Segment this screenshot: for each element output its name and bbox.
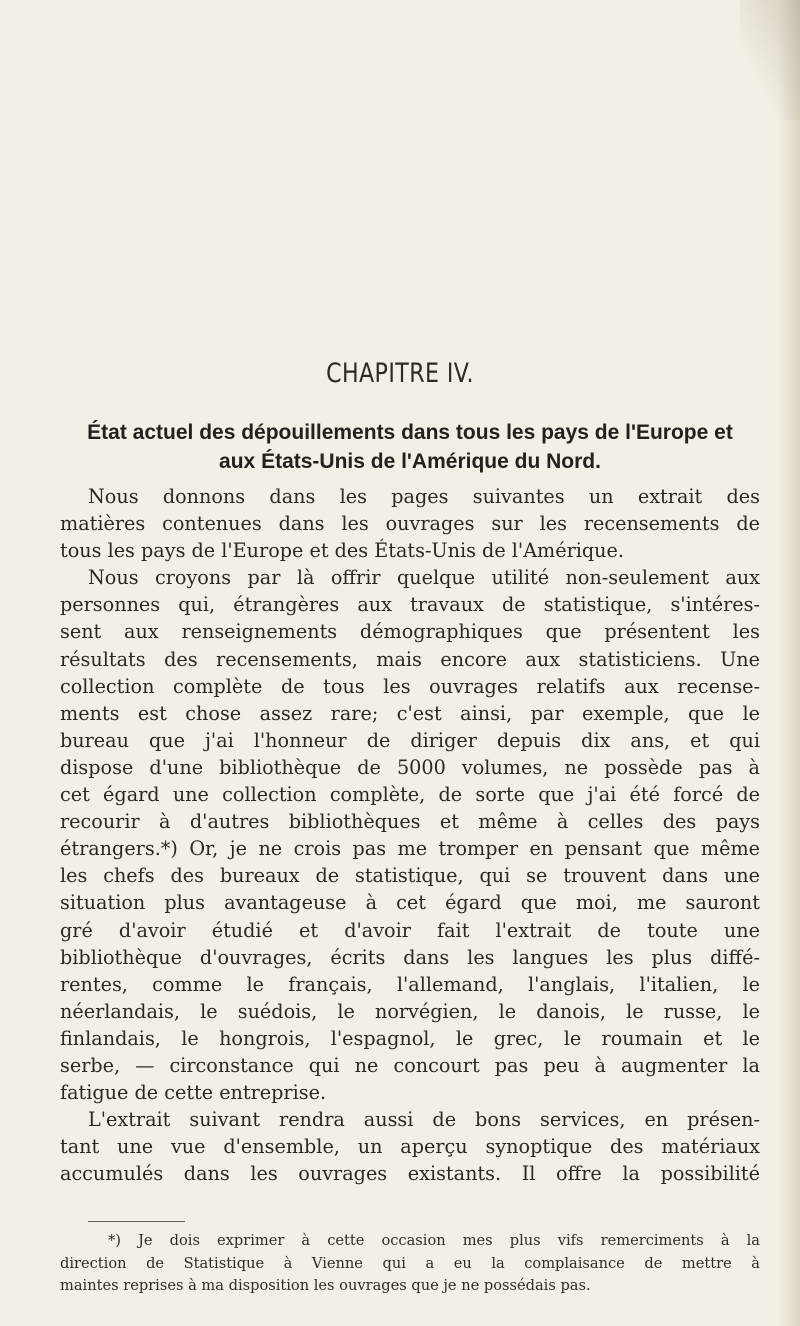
footnote [60,1230,760,1298]
body-line: les chefs des bureaux de statistique, qui se trouvent dans une [60,864,760,888]
body-line: serbe, — circonstance qui ne concourt pas peu à augmenter la [60,1053,760,1077]
footnote-line: direction de Statistique à Vienne qui a eu la complaisance de mettre à [60,1254,760,1272]
section-heading-line: État actuel des dépouillements dans tous les pays de l'Europe et [87,421,733,444]
body-line: bureau que j'ai l'honneur de diriger depuis dix ans, et qui [60,728,760,752]
body-line: gré d'avoir étudié et d'avoir fait l'extrait de toute une [60,918,760,942]
body-line: accumulés dans les ouvrages existants. Il offre la possibilité [60,1162,760,1186]
body-line: Nous donnons dans les pages suivantes un extrait des [88,485,760,508]
footnote-line: *) Je dois exprimer à cette occasion mes plus vifs remerciments à la [108,1232,760,1249]
body-line: personnes qui, étrangères aux travaux de statistique, s'intéres- [60,593,760,617]
body-line: recourir à d'autres bibliothèques et même à celles des pays [60,810,760,834]
body-line: collection complète de tous les ouvrages relatifs aux recense- [60,674,760,698]
body-line: situation plus avantageuse à cet égard que moi, me sauront [60,891,760,915]
body-line: tous les pays de l'Europe et des États-Unis de l'Amérique. [60,539,624,563]
body-line: fatigue de cette entreprise. [60,1081,327,1105]
body-text [60,483,760,1187]
section-heading-line: aux États-Unis de l'Amérique du Nord. [219,450,601,473]
body-line: ments est chose assez rare; c'est ainsi, par exemple, que le [60,701,760,725]
body-line: sent aux renseignements démographiques que présentent les [60,620,760,644]
page-corner-stain [740,0,800,120]
body-line: matières contenues dans les ouvrages sur les recensements de [60,512,760,536]
page-edge-shadow [778,0,800,1326]
body-line: bibliothèque d'ouvrages, écrits dans les langues les plus diffé- [60,945,760,969]
body-line: dispose d'une bibliothèque de 5000 volumes, ne possède pas à [60,755,760,779]
body-line: finlandais, le hongrois, l'espagnol, le grec, le roumain et le [60,1026,760,1050]
body-line: cet égard une collection complète, de sorte que j'ai été forcé de [60,783,760,807]
body-line: néerlandais, le suédois, le norvégien, le danois, le russe, le [60,999,760,1023]
body-line: L'extrait suivant rendra aussi de bons services, en présen- [88,1108,760,1132]
body-line: rentes, comme le français, l'allemand, l'anglais, l'italien, le [60,972,760,996]
body-line: résultats des recensements, mais encore aux statisticiens. Une [60,647,760,671]
section-heading [60,418,760,476]
body-line: tant une vue d'ensemble, un aperçu synoptique des matériaux [60,1135,760,1159]
footnote-separator [88,1221,185,1222]
body-line: Nous croyons par là offrir quelque utilité non-seulement aux [88,566,760,590]
body-line: étrangers.*) Or, je ne crois pas me tromper en pensant que même [60,837,760,861]
footnote-line: maintes reprises à ma disposition les ouvrages que je ne possédais pas. [60,1277,591,1294]
chapter-title: CHAPITRE IV. [326,358,474,389]
